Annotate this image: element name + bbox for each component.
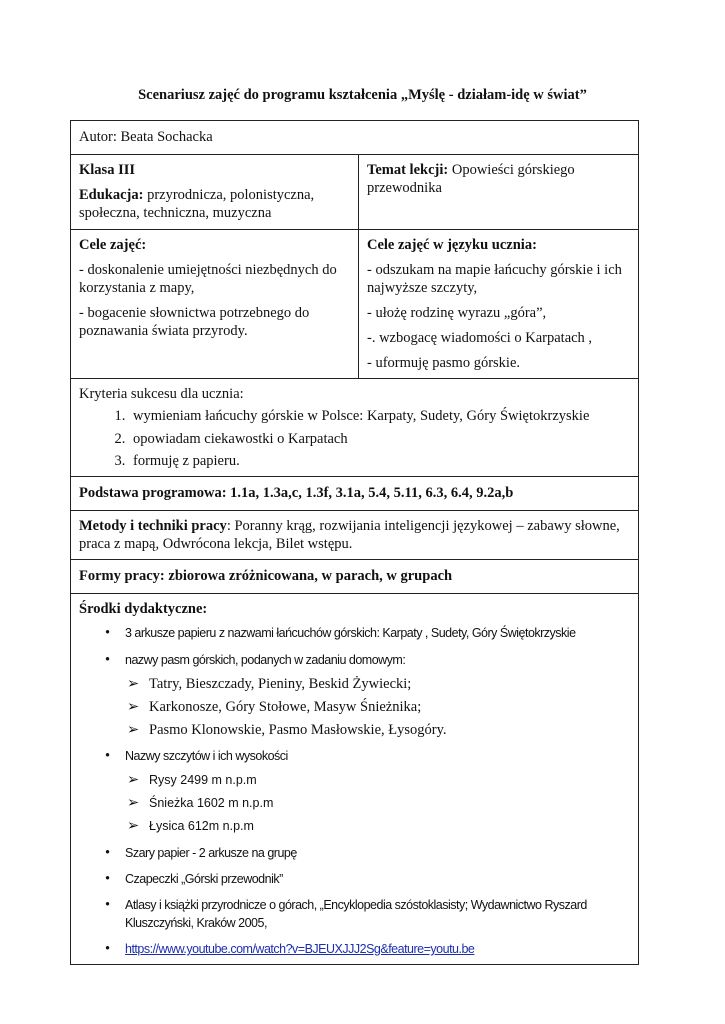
forms-row [71,560,639,594]
resource-text: 3 arkusze papieru z nazwami łańcuchów górskich: Karpaty , Sudety, Góry Świętokrzyskie [125,626,576,641]
goal-item: - bogacenie słownictwa potrzebnego do poznawania świata przyrody. [79,304,310,339]
bullet-icon: • [105,748,111,764]
range-item [127,698,631,716]
resources-row [71,594,639,965]
bullet-icon: • [105,870,111,887]
class-cell [71,155,359,229]
resource-item [105,870,631,888]
document-title: Scenariusz zajęć do programu kształcenia „Myślę - działam-idę w świat” [138,87,587,103]
bullet-icon: • [105,896,111,913]
range-item [127,721,631,739]
resource-text: Atlasy i książki przyrodnicze o górach, „Encyklopedia szóstoklasisty; Wydawnictwo Ryszard Kluszczyński, Kraków 2005, [125,897,587,930]
bullet-icon: • [105,625,111,642]
student-goals-label: Cele zajęć w języku ucznia: [367,236,537,253]
resource-text: Nazwy szczytów i ich wysokości [125,749,288,763]
resource-item [105,624,631,642]
topic-value: Opowieści górskiego przewodnika [367,162,575,197]
peak-text: Śnieżka 1602 m n.p.m [149,796,274,811]
youtube-link[interactable]: https://www.youtube.com/watch?v=BJEUXJJJ2Sg&feature=youtu.be [125,942,475,956]
bullet-icon: • [105,651,111,668]
criteria-item: 2. opowiadam ciekawostki o Karpatach [129,430,631,448]
curriculum-text: Podstawa programowa: 1.1a, 1.3a,c, 1.3f, 3.1a, 5.4, 5.11, 6.3, 6.4, 9.2a,b [79,484,514,501]
arrow-icon: ➢ [127,698,140,715]
methods-row [71,510,639,559]
criteria-row [71,379,639,477]
author-text: Autor: Beata Sochacka [79,129,213,145]
student-goals-cell [359,229,639,379]
goals-label: Cele zajęć: [79,236,147,253]
bullet-icon: • [105,941,111,957]
class-label: Klasa III [79,162,136,179]
range-text: Tatry, Bieszczady, Pieniny, Beskid Żywiecki; [149,675,412,692]
criteria-list [79,407,631,469]
forms-text: Formy pracy: zbiorowa zróżnicowana, w parach, w grupach [79,568,453,585]
education-label: Edukacja: [79,187,144,204]
resource-item [105,844,631,862]
topic-label: Temat lekcji: [367,162,449,179]
criteria-item: 1. wymieniam łańcuchy górskie w Polsce: Karpaty, Sudety, Góry Świętokrzyskie [129,407,631,425]
author-row [71,121,639,155]
goals-row [71,229,639,379]
lesson-plan-table [70,120,639,965]
resource-text: nazwy pasm górskich, podanych w zadaniu domowym: [125,652,406,667]
methods-value: : Poranny krąg, rozwijania inteligencji językowej – zabawy słowne, praca z mapą, Odwrócona lekcja, Bilet wstępu. [79,517,620,552]
curriculum-row [71,476,639,510]
student-goal-item: -. wzbogacę wiadomości o Karpatach , [367,330,593,346]
arrow-icon: ➢ [127,721,140,738]
methods-label: Metody i techniki pracy [79,517,227,534]
resource-text: Szary papier - 2 arkusze na grupę [125,845,297,860]
range-text: Pasmo Klonowskie, Pasmo Masłowskie, Łysogóry. [149,721,447,738]
peaks-list [125,771,631,835]
student-goal-item: - uformuję pasmo górskie. [367,355,521,372]
resource-text: Czapeczki „Górski przewodnik” [125,871,283,886]
student-goal-item: - ułożę rodzinę wyrazu „góra”, [367,304,547,321]
arrow-icon: ➢ [127,772,140,789]
peak-item [127,817,631,835]
resource-item [105,651,631,740]
peak-text: Łysica 612m n.p.m [149,819,254,834]
resources-label: Środki dydaktyczne: [79,601,208,618]
arrow-icon: ➢ [127,818,140,835]
peak-text: Rysy 2499 m n.p.m [149,773,257,788]
peak-item [127,794,631,812]
goals-cell [71,229,359,379]
resources-list [79,624,631,958]
resource-item [105,896,631,932]
criteria-label: Kryteria sukcesu dla ucznia: [79,386,244,403]
class-topic-row [71,155,639,229]
arrow-icon: ➢ [127,675,140,692]
peak-item [127,771,631,789]
education-value: przyrodnicza, polonistyczna, społeczna, techniczna, muzyczna [79,187,315,222]
topic-cell [359,155,639,229]
range-item [127,675,631,693]
range-text: Karkonosze, Góry Stołowe, Masyw Śnieżnika; [149,698,422,715]
student-goal-item: - odszukam na mapie łańcuchy górskie i ich najwyższe szczyty, [367,261,622,296]
goal-item: - doskonalenie umiejętności niezbędnych do korzystania z mapy, [79,261,337,296]
resource-item [105,747,631,836]
bullet-icon: • [105,844,111,861]
criteria-item: 3. formuję z papieru. [129,452,631,470]
arrow-icon: ➢ [127,795,140,812]
resource-item [105,940,631,958]
mountain-ranges-list [125,675,631,739]
